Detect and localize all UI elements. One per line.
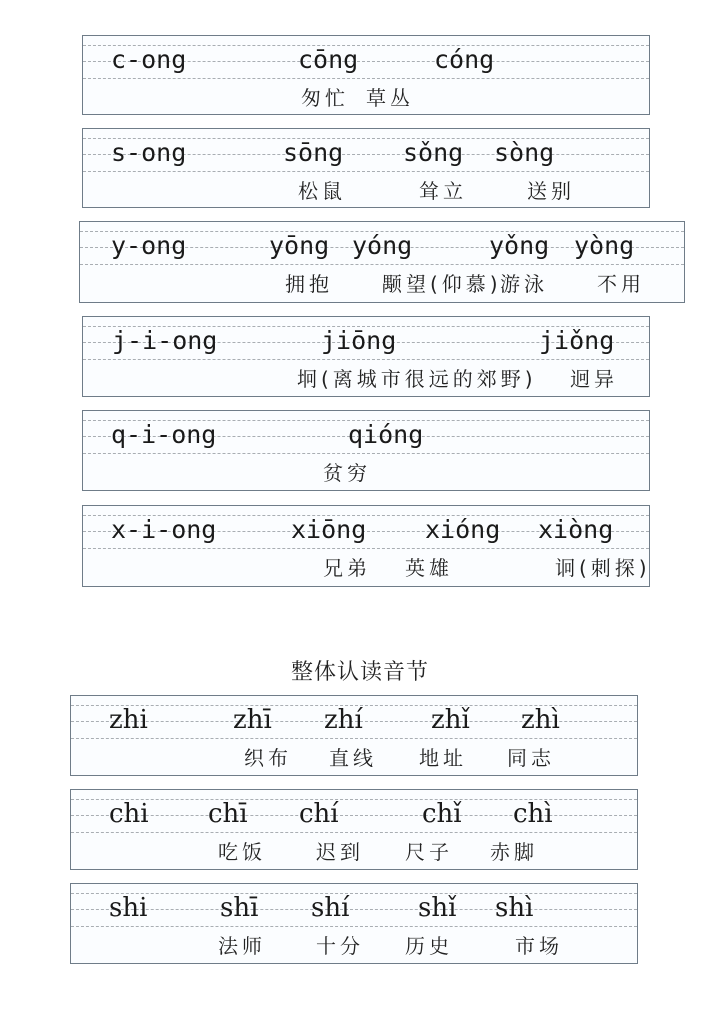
tone-syllable: xiōng <box>291 515 367 544</box>
syllable-spelling: y-ong <box>111 231 187 260</box>
example-word: 地址 <box>419 746 467 770</box>
example-word: 兄弟 <box>323 556 371 580</box>
tone-syllable: chì <box>513 799 553 829</box>
guide-line <box>71 926 637 927</box>
tone-syllable: xiòng <box>538 515 614 544</box>
example-word: 匆忙 <box>301 86 349 110</box>
pinyin-row-c-ong <box>82 35 650 115</box>
example-word: 拥抱 <box>285 272 333 296</box>
pinyin-row-shi <box>70 883 638 964</box>
section-heading-whole-syllables: 整体认读音节 <box>290 660 429 685</box>
tone-syllable: chǐ <box>422 799 462 829</box>
tone-syllable: yóng <box>352 231 413 260</box>
example-word: 诇(刺探) <box>555 556 651 580</box>
example-word: 坰(离城市很远的郊野) <box>297 367 537 391</box>
example-word: 送别 <box>527 179 575 203</box>
tone-syllable: chí <box>299 799 339 829</box>
example-word: 吃饭 <box>218 840 266 864</box>
guide-line <box>83 359 649 360</box>
pinyin-row-s-ong <box>82 128 650 208</box>
syllable-spelling: zhi <box>109 705 148 735</box>
example-word: 十分 <box>316 934 364 958</box>
tone-syllable: chī <box>208 799 248 829</box>
syllable-spelling: shi <box>109 893 148 923</box>
guide-line <box>83 548 649 549</box>
example-word: 直线 <box>329 746 377 770</box>
tone-syllable: zhī <box>233 705 272 735</box>
guide-line <box>71 832 637 833</box>
pinyin-row-x-i-ong <box>82 505 650 587</box>
example-word: 织布 <box>244 746 292 770</box>
syllable-spelling: s-ong <box>111 138 187 167</box>
example-word: 不用 <box>597 272 645 296</box>
tone-syllable: qióng <box>348 420 424 449</box>
tone-syllable: shī <box>220 893 259 923</box>
pinyin-row-j-i-ong <box>82 316 650 397</box>
example-word: 英雄 <box>405 556 453 580</box>
tone-syllable: sōng <box>283 138 344 167</box>
tone-syllable: xióng <box>425 515 501 544</box>
example-word: 迥异 <box>570 367 618 391</box>
pinyin-row-zhi <box>70 695 638 776</box>
example-word: 历史 <box>405 934 453 958</box>
guide-line <box>71 893 637 894</box>
tone-syllable: yōng <box>269 231 330 260</box>
tone-syllable: shǐ <box>418 893 457 923</box>
example-word: 颙望(仰慕) <box>382 272 502 296</box>
tone-syllable: yǒng <box>489 231 550 260</box>
guide-line <box>83 78 649 79</box>
example-word: 耸立 <box>419 179 467 203</box>
example-word: 松鼠 <box>298 179 346 203</box>
tone-syllable: zhì <box>521 705 560 735</box>
example-word: 赤脚 <box>490 840 538 864</box>
tone-syllable: zhí <box>324 705 363 735</box>
tone-syllable: sǒng <box>403 138 464 167</box>
tone-syllable: sòng <box>494 138 555 167</box>
tone-syllable: jiōng <box>321 326 397 355</box>
guide-line <box>71 738 637 739</box>
example-word: 同志 <box>507 746 555 770</box>
syllable-spelling: x-i-ong <box>111 515 217 544</box>
tone-syllable: shí <box>311 893 350 923</box>
pinyin-row-q-i-ong <box>82 410 650 491</box>
syllable-spelling: chi <box>109 799 149 829</box>
guide-line <box>83 171 649 172</box>
guide-line <box>83 453 649 454</box>
tone-syllable: zhǐ <box>431 705 470 735</box>
guide-line <box>71 909 637 910</box>
example-word: 市场 <box>515 934 563 958</box>
example-word: 草丛 <box>366 86 414 110</box>
pinyin-row-y-ong <box>79 221 685 303</box>
example-word: 法师 <box>218 934 266 958</box>
example-word: 尺子 <box>405 840 453 864</box>
tone-syllable: shì <box>495 893 534 923</box>
syllable-spelling: q-i-ong <box>111 420 217 449</box>
example-word: 贫穷 <box>323 461 371 485</box>
tone-syllable: cóng <box>434 45 495 74</box>
guide-line <box>80 264 684 265</box>
example-word: 迟到 <box>316 840 364 864</box>
pinyin-row-chi <box>70 789 638 870</box>
tone-syllable: yòng <box>574 231 635 260</box>
tone-syllable: cōng <box>298 45 359 74</box>
tone-syllable: jiǒng <box>539 326 615 355</box>
syllable-spelling: j-i-ong <box>112 326 218 355</box>
syllable-spelling: c-ong <box>111 45 187 74</box>
example-word: 游泳 <box>500 272 548 296</box>
